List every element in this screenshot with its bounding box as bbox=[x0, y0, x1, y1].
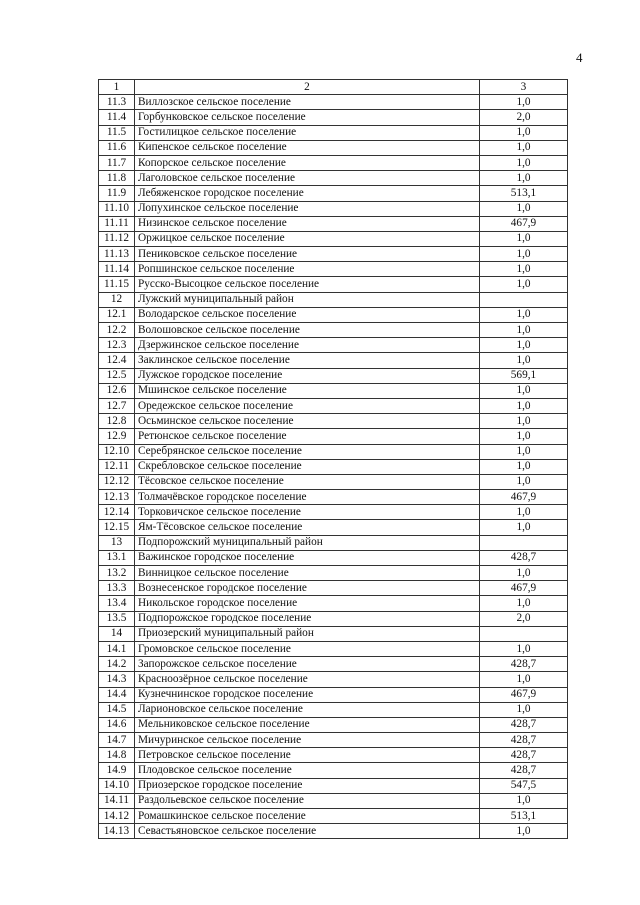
row-name: Володарское сельское поселение bbox=[135, 307, 480, 322]
table-row bbox=[99, 125, 568, 140]
row-name: Громовское сельское поселение bbox=[135, 641, 480, 656]
table-row bbox=[99, 672, 568, 687]
row-value: 1,0 bbox=[480, 824, 568, 839]
row-value: 1,0 bbox=[480, 201, 568, 216]
row-name: Кипенское сельское поселение bbox=[135, 140, 480, 155]
table-row bbox=[99, 474, 568, 489]
row-name: Приозерский муниципальный район bbox=[135, 626, 480, 641]
table-row bbox=[99, 459, 568, 474]
row-value: 1,0 bbox=[480, 155, 568, 170]
row-number: 12.10 bbox=[99, 444, 135, 459]
row-name: Ям-Тёсовское сельское поселение bbox=[135, 520, 480, 535]
row-number: 14.5 bbox=[99, 702, 135, 717]
row-value: 428,7 bbox=[480, 763, 568, 778]
table-row bbox=[99, 277, 568, 292]
row-value bbox=[480, 535, 568, 550]
row-value: 1,0 bbox=[480, 95, 568, 110]
row-value: 1,0 bbox=[480, 353, 568, 368]
row-value: 547,5 bbox=[480, 778, 568, 793]
row-number: 11.4 bbox=[99, 110, 135, 125]
row-name: Оредежское сельское поселение bbox=[135, 398, 480, 413]
table-row bbox=[99, 626, 568, 641]
row-value: 467,9 bbox=[480, 490, 568, 505]
column-header-number: 1 bbox=[99, 80, 135, 95]
row-name: Подпорожское городское поселение bbox=[135, 611, 480, 626]
row-name: Важинское городское поселение bbox=[135, 550, 480, 565]
row-name: Кузнечнинское городское поселение bbox=[135, 687, 480, 702]
row-value: 1,0 bbox=[480, 323, 568, 338]
row-name: Тёсовское сельское поселение bbox=[135, 474, 480, 489]
row-number: 12.6 bbox=[99, 383, 135, 398]
column-header-name: 2 bbox=[135, 80, 480, 95]
row-name: Вознесенское городское поселение bbox=[135, 581, 480, 596]
table-row bbox=[99, 323, 568, 338]
row-number: 11.10 bbox=[99, 201, 135, 216]
row-name: Ларионовское сельское поселение bbox=[135, 702, 480, 717]
table-header-row bbox=[99, 80, 568, 95]
table-row bbox=[99, 809, 568, 824]
row-name: Горбунковское сельское поселение bbox=[135, 110, 480, 125]
row-number: 12 bbox=[99, 292, 135, 307]
row-number: 11.9 bbox=[99, 186, 135, 201]
row-value: 1,0 bbox=[480, 566, 568, 581]
table-row bbox=[99, 186, 568, 201]
row-number: 14.4 bbox=[99, 687, 135, 702]
row-value: 467,9 bbox=[480, 581, 568, 596]
table-row bbox=[99, 763, 568, 778]
row-number: 11.3 bbox=[99, 95, 135, 110]
table-row bbox=[99, 171, 568, 186]
row-value bbox=[480, 626, 568, 641]
row-name: Ретюнское сельское поселение bbox=[135, 429, 480, 444]
row-value: 569,1 bbox=[480, 368, 568, 383]
row-name: Толмачёвское городское поселение bbox=[135, 490, 480, 505]
row-number: 14.2 bbox=[99, 657, 135, 672]
table-row bbox=[99, 581, 568, 596]
row-number: 12.9 bbox=[99, 429, 135, 444]
row-number: 13.2 bbox=[99, 566, 135, 581]
row-name: Скребловское сельское поселение bbox=[135, 459, 480, 474]
row-number: 14.13 bbox=[99, 824, 135, 839]
row-number: 14.11 bbox=[99, 793, 135, 808]
table-row bbox=[99, 201, 568, 216]
row-number: 11.8 bbox=[99, 171, 135, 186]
row-number: 14.12 bbox=[99, 809, 135, 824]
row-number: 12.11 bbox=[99, 459, 135, 474]
row-value: 513,1 bbox=[480, 186, 568, 201]
row-value: 428,7 bbox=[480, 733, 568, 748]
row-number: 11.12 bbox=[99, 231, 135, 246]
row-name: Подпорожский муниципальный район bbox=[135, 535, 480, 550]
row-number: 11.14 bbox=[99, 262, 135, 277]
table-row bbox=[99, 155, 568, 170]
row-name: Красноозёрное сельское поселение bbox=[135, 672, 480, 687]
row-name: Низинское сельское поселение bbox=[135, 216, 480, 231]
row-value: 1,0 bbox=[480, 793, 568, 808]
row-name: Лебяженское городское поселение bbox=[135, 186, 480, 201]
row-number: 11.11 bbox=[99, 216, 135, 231]
row-value: 1,0 bbox=[480, 596, 568, 611]
row-value: 428,7 bbox=[480, 657, 568, 672]
table-row bbox=[99, 368, 568, 383]
row-number: 11.15 bbox=[99, 277, 135, 292]
column-header-value: 3 bbox=[480, 80, 568, 95]
table-row bbox=[99, 596, 568, 611]
row-name: Гостилицкое сельское поселение bbox=[135, 125, 480, 140]
row-number: 12.2 bbox=[99, 323, 135, 338]
row-number: 12.14 bbox=[99, 505, 135, 520]
table-row bbox=[99, 733, 568, 748]
table-row bbox=[99, 216, 568, 231]
table-row bbox=[99, 231, 568, 246]
row-name: Заклинское сельское поселение bbox=[135, 353, 480, 368]
row-value: 467,9 bbox=[480, 687, 568, 702]
table-row bbox=[99, 338, 568, 353]
row-number: 12.12 bbox=[99, 474, 135, 489]
row-name: Виллозское сельское поселение bbox=[135, 95, 480, 110]
row-number: 14.9 bbox=[99, 763, 135, 778]
row-value: 1,0 bbox=[480, 140, 568, 155]
row-number: 12.4 bbox=[99, 353, 135, 368]
row-name: Осьминское сельское поселение bbox=[135, 414, 480, 429]
table-row bbox=[99, 429, 568, 444]
table-row bbox=[99, 824, 568, 839]
row-number: 11.13 bbox=[99, 247, 135, 262]
row-value: 1,0 bbox=[480, 444, 568, 459]
row-value: 1,0 bbox=[480, 398, 568, 413]
row-value: 1,0 bbox=[480, 474, 568, 489]
row-value bbox=[480, 292, 568, 307]
table-row bbox=[99, 353, 568, 368]
row-name: Петровское сельское поселение bbox=[135, 748, 480, 763]
table-row bbox=[99, 550, 568, 565]
row-value: 1,0 bbox=[480, 247, 568, 262]
row-number: 12.5 bbox=[99, 368, 135, 383]
table-row bbox=[99, 490, 568, 505]
row-name: Мичуринское сельское поселение bbox=[135, 733, 480, 748]
row-value: 1,0 bbox=[480, 641, 568, 656]
row-value: 1,0 bbox=[480, 171, 568, 186]
row-name: Серебрянское сельское поселение bbox=[135, 444, 480, 459]
row-value: 1,0 bbox=[480, 262, 568, 277]
table-row bbox=[99, 657, 568, 672]
row-name: Торковичское сельское поселение bbox=[135, 505, 480, 520]
row-number: 13.1 bbox=[99, 550, 135, 565]
row-value: 1,0 bbox=[480, 231, 568, 246]
table-row bbox=[99, 110, 568, 125]
row-name: Волошовское сельское поселение bbox=[135, 323, 480, 338]
row-name: Плодовское сельское поселение bbox=[135, 763, 480, 778]
row-value: 1,0 bbox=[480, 672, 568, 687]
row-number: 14.6 bbox=[99, 717, 135, 732]
row-value: 1,0 bbox=[480, 277, 568, 292]
document-table bbox=[98, 79, 568, 839]
row-value: 428,7 bbox=[480, 748, 568, 763]
table-row bbox=[99, 717, 568, 732]
table-row bbox=[99, 444, 568, 459]
row-number: 13 bbox=[99, 535, 135, 550]
table-row bbox=[99, 505, 568, 520]
row-number: 14 bbox=[99, 626, 135, 641]
table-row bbox=[99, 641, 568, 656]
row-number: 14.1 bbox=[99, 641, 135, 656]
row-name: Раздольевское сельское поселение bbox=[135, 793, 480, 808]
row-name: Мшинское сельское поселение bbox=[135, 383, 480, 398]
row-number: 13.5 bbox=[99, 611, 135, 626]
row-value: 1,0 bbox=[480, 383, 568, 398]
table-row bbox=[99, 611, 568, 626]
row-name: Пениковское сельское поселение bbox=[135, 247, 480, 262]
row-name: Винницкое сельское поселение bbox=[135, 566, 480, 581]
row-value: 1,0 bbox=[480, 338, 568, 353]
table-row bbox=[99, 398, 568, 413]
table-row bbox=[99, 778, 568, 793]
table-row bbox=[99, 687, 568, 702]
row-name: Запорожское сельское поселение bbox=[135, 657, 480, 672]
page-number: 4 bbox=[576, 50, 583, 65]
row-value: 428,7 bbox=[480, 550, 568, 565]
table-row bbox=[99, 247, 568, 262]
row-number: 14.3 bbox=[99, 672, 135, 687]
row-value: 1,0 bbox=[480, 520, 568, 535]
table-row bbox=[99, 793, 568, 808]
table-row bbox=[99, 566, 568, 581]
row-value: 2,0 bbox=[480, 110, 568, 125]
row-value: 467,9 bbox=[480, 216, 568, 231]
row-value: 1,0 bbox=[480, 429, 568, 444]
row-value: 2,0 bbox=[480, 611, 568, 626]
row-number: 14.10 bbox=[99, 778, 135, 793]
row-number: 12.1 bbox=[99, 307, 135, 322]
row-value: 428,7 bbox=[480, 717, 568, 732]
table-row bbox=[99, 307, 568, 322]
table-row bbox=[99, 702, 568, 717]
row-value: 513,1 bbox=[480, 809, 568, 824]
table-row bbox=[99, 535, 568, 550]
table-row bbox=[99, 414, 568, 429]
row-name: Никольское городское поселение bbox=[135, 596, 480, 611]
row-name: Лаголовское сельское поселение bbox=[135, 171, 480, 186]
row-number: 12.7 bbox=[99, 398, 135, 413]
table-row bbox=[99, 262, 568, 277]
row-value: 1,0 bbox=[480, 414, 568, 429]
row-number: 12.15 bbox=[99, 520, 135, 535]
row-name: Копорское сельское поселение bbox=[135, 155, 480, 170]
row-name: Севастьяновское сельское поселение bbox=[135, 824, 480, 839]
row-number: 13.4 bbox=[99, 596, 135, 611]
row-name: Русско-Высоцкое сельское поселение bbox=[135, 277, 480, 292]
row-name: Лопухинское сельское поселение bbox=[135, 201, 480, 216]
row-number: 13.3 bbox=[99, 581, 135, 596]
row-name: Оржицкое сельское поселение bbox=[135, 231, 480, 246]
row-name: Лужское городское поселение bbox=[135, 368, 480, 383]
table-row bbox=[99, 520, 568, 535]
row-number: 14.8 bbox=[99, 748, 135, 763]
row-name: Ропшинское сельское поселение bbox=[135, 262, 480, 277]
row-value: 1,0 bbox=[480, 307, 568, 322]
row-name: Приозерское городское поселение bbox=[135, 778, 480, 793]
row-value: 1,0 bbox=[480, 702, 568, 717]
row-value: 1,0 bbox=[480, 505, 568, 520]
row-value: 1,0 bbox=[480, 459, 568, 474]
table-row bbox=[99, 140, 568, 155]
row-number: 11.5 bbox=[99, 125, 135, 140]
row-name: Лужский муниципальный район bbox=[135, 292, 480, 307]
row-name: Дзержинское сельское поселение bbox=[135, 338, 480, 353]
row-number: 11.6 bbox=[99, 140, 135, 155]
row-number: 12.13 bbox=[99, 490, 135, 505]
row-number: 12.8 bbox=[99, 414, 135, 429]
row-name: Ромашкинское сельское поселение bbox=[135, 809, 480, 824]
table-row bbox=[99, 292, 568, 307]
row-value: 1,0 bbox=[480, 125, 568, 140]
row-number: 14.7 bbox=[99, 733, 135, 748]
row-number: 11.7 bbox=[99, 155, 135, 170]
table-row bbox=[99, 95, 568, 110]
row-number: 12.3 bbox=[99, 338, 135, 353]
row-name: Мельниковское сельское поселение bbox=[135, 717, 480, 732]
table-row bbox=[99, 383, 568, 398]
table-row bbox=[99, 748, 568, 763]
